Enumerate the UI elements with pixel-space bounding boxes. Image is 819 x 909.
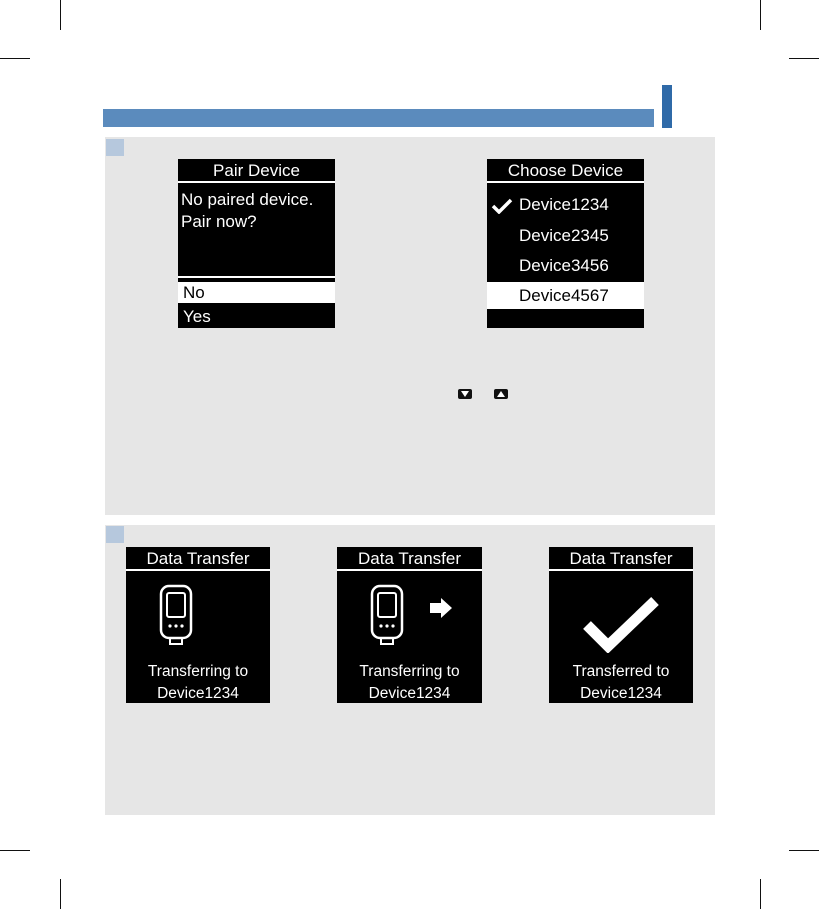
- device-label: Device1234: [519, 195, 609, 214]
- transfer-device: Device1234: [580, 685, 662, 702]
- crop-mark: [789, 58, 819, 59]
- crop-mark: [0, 58, 30, 59]
- crop-mark: [760, 0, 761, 30]
- transfer-device: Device1234: [157, 685, 239, 702]
- checkmark-icon: [582, 595, 660, 653]
- device-item[interactable]: [487, 222, 644, 249]
- transfer-screen-2: [337, 547, 482, 703]
- section-header-bar: [103, 109, 654, 127]
- up-arrow-button-icon: [494, 389, 508, 399]
- device-item[interactable]: [487, 191, 644, 218]
- meter-icon: [159, 584, 193, 646]
- transfer-device: Device1234: [368, 685, 451, 702]
- checkmark-icon: [491, 198, 513, 214]
- transfer-status: Transferred to: [572, 663, 670, 680]
- device-label: Device3456: [519, 256, 609, 275]
- device-item-highlighted[interactable]: [487, 282, 644, 309]
- device-label: Device2345: [519, 226, 609, 245]
- step-marker: [106, 139, 124, 156]
- crop-mark: [60, 0, 61, 30]
- transfer-screen-1: [126, 547, 270, 703]
- crop-mark: [789, 850, 819, 851]
- screen-title: Data Transfer: [337, 547, 482, 571]
- step-marker: [106, 526, 124, 543]
- screen-title: Data Transfer: [126, 547, 270, 571]
- screen-message: No paired device.: [181, 190, 314, 209]
- meter-icon: [370, 584, 404, 646]
- screen-message: Pair now?: [181, 212, 257, 231]
- transfer-status: Transferring to: [359, 663, 460, 680]
- crop-mark: [60, 879, 61, 909]
- device-label: Device4567: [519, 286, 609, 305]
- screen-title: Pair Device: [178, 159, 335, 183]
- option-no[interactable]: No: [178, 282, 335, 303]
- right-arrow-icon: [430, 598, 452, 618]
- pair-device-screen: [178, 159, 335, 328]
- divider: [178, 276, 335, 278]
- device-item[interactable]: [487, 252, 644, 279]
- option-yes[interactable]: Yes: [183, 307, 211, 326]
- screen-title: Data Transfer: [549, 547, 693, 571]
- choose-device-screen: [487, 159, 644, 328]
- crop-mark: [760, 879, 761, 909]
- transfer-status: Transferring to: [147, 663, 249, 680]
- chapter-tab-marker: [662, 85, 672, 128]
- transfer-screen-3: [549, 547, 693, 703]
- down-arrow-button-icon: [458, 389, 472, 399]
- crop-mark: [0, 850, 30, 851]
- screen-title: Choose Device: [487, 159, 644, 183]
